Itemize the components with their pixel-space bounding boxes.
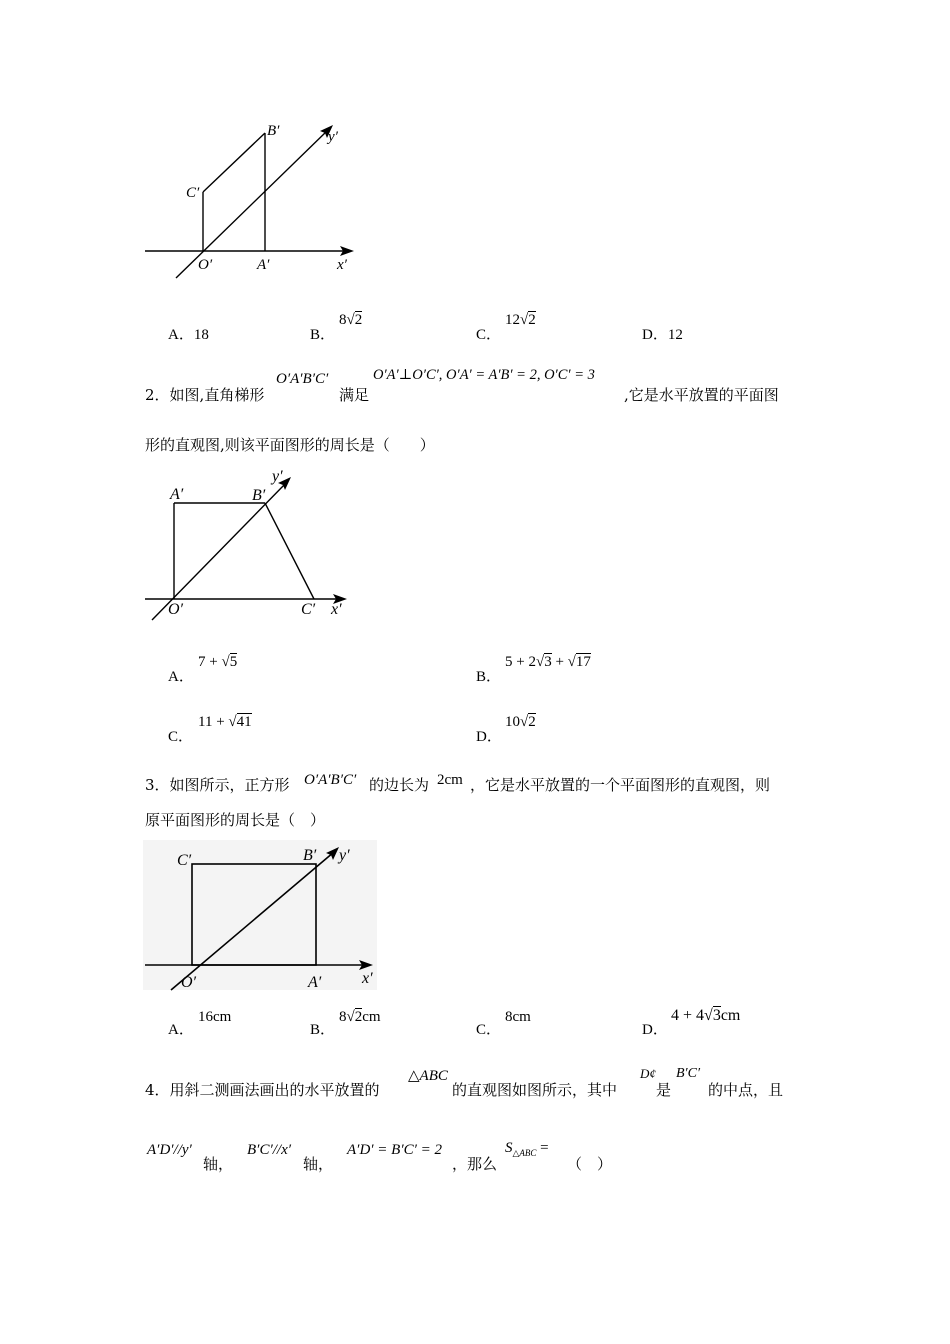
q3-label-x: x′ bbox=[362, 970, 373, 987]
sqrt-icon: √ bbox=[567, 654, 576, 670]
q2-option-b[interactable]: B． bbox=[476, 669, 502, 685]
q3-option-b[interactable]: B． bbox=[310, 1022, 336, 1038]
q1-option-b[interactable]: B． bbox=[310, 327, 336, 343]
q3-text-horizontal: ，它是水平放置的一个平面图形的直观图，则 bbox=[470, 776, 771, 794]
q2-option-b-value: 5 + 2√3 + √17 bbox=[505, 654, 591, 670]
q1-label-x: x′ bbox=[337, 257, 347, 273]
q1-label-y: y′ bbox=[328, 129, 338, 145]
q4-text-then: ，那么 bbox=[452, 1155, 498, 1173]
q2-option-c[interactable]: C． bbox=[168, 729, 194, 745]
q3-number-and-intro: 3．如图所示，正方形 bbox=[145, 776, 290, 794]
sqrt-icon: √ bbox=[520, 312, 529, 328]
sqrt-icon: √ bbox=[221, 654, 230, 670]
q4-segment: B′C′ bbox=[676, 1066, 701, 1081]
q4-cond1: A′D′//y′ bbox=[147, 1142, 192, 1158]
q1-option-d[interactable]: D．12 bbox=[642, 327, 683, 343]
q2-option-a[interactable]: A． bbox=[168, 669, 194, 685]
sqrt-icon: √ bbox=[346, 312, 355, 328]
q3-label-c: C′ bbox=[177, 852, 192, 869]
q3-option-d[interactable]: D． bbox=[642, 1022, 668, 1038]
q4-text-intuitive: 的直观图如图所示，其中 bbox=[452, 1081, 618, 1099]
q4-triangle: △ABC bbox=[408, 1068, 448, 1084]
q2-option-d-value: 10√2 bbox=[505, 714, 536, 730]
q3-option-b-value: 8√2cm bbox=[339, 1009, 381, 1025]
q3-option-c-value: 8cm bbox=[505, 1009, 531, 1025]
sqrt-icon: √ bbox=[535, 654, 545, 670]
q3-option-a-value: 16cm bbox=[198, 1009, 232, 1025]
sqrt-icon: √ bbox=[520, 714, 529, 730]
q4-cond3: A′D′ = B′C′ = 2 bbox=[347, 1142, 443, 1158]
q3-label-a: A′ bbox=[308, 974, 322, 991]
q4-text-is: 是 bbox=[656, 1081, 672, 1099]
q3-option-c[interactable]: C． bbox=[476, 1022, 502, 1038]
q2-label-o: O′ bbox=[168, 601, 184, 618]
q2-label-x: x′ bbox=[331, 601, 342, 618]
q2-option-c-value: 11 + √41 bbox=[198, 714, 252, 730]
q2-condition: O′A′⊥O′C′, O′A′ = A′B′ = 2, O′C′ = 3 bbox=[373, 367, 595, 383]
sqrt-icon: √ bbox=[704, 1007, 713, 1024]
q2-label-c: C′ bbox=[301, 601, 316, 618]
q3-label-b: B′ bbox=[303, 847, 317, 864]
q3-text-side: 的边长为 bbox=[369, 776, 430, 794]
q3-option-a[interactable]: A． bbox=[168, 1022, 194, 1038]
q4-cond2: B′C′//x′ bbox=[247, 1142, 292, 1158]
q4-text-midpoint: 的中点，且 bbox=[708, 1081, 784, 1099]
q3-length: 2cm bbox=[437, 772, 463, 788]
q1-option-b-value: 8√2 bbox=[339, 312, 363, 328]
q2-option-a-value: 7 + √5 bbox=[198, 654, 238, 670]
q1-label-b: B′ bbox=[267, 123, 280, 139]
q3-label-y: y′ bbox=[339, 847, 350, 864]
q1-option-c[interactable]: C． bbox=[476, 327, 502, 343]
q4-axis2: 轴， bbox=[303, 1155, 334, 1173]
q4-answer-paren: （ ） bbox=[567, 1155, 613, 1173]
q2-text-satisfy: 满足 bbox=[339, 386, 370, 404]
q2-label-a: A′ bbox=[170, 486, 184, 503]
q2-figure bbox=[140, 462, 370, 632]
q4-point-d: D¢ bbox=[640, 1066, 656, 1081]
q2-label-y: y′ bbox=[272, 468, 283, 485]
q2-edge-bc bbox=[265, 503, 314, 599]
q1-label-a: A′ bbox=[257, 257, 270, 273]
q2-text-perimeter: 形的直观图,则该平面图形的周长是（ ） bbox=[145, 436, 435, 454]
q1-option-c-value: 12√2 bbox=[505, 312, 536, 328]
q4-number-and-intro: 4．用斜二测画法画出的水平放置的 bbox=[145, 1081, 380, 1099]
q1-figure bbox=[140, 115, 370, 285]
q4-area: $S_{\triangle ABC}$ = bbox=[505, 1140, 549, 1158]
q1-label-o: O′ bbox=[198, 257, 213, 273]
q2-text-horizontal: ,它是水平放置的平面图 bbox=[624, 386, 779, 404]
q1-edge-cb bbox=[203, 133, 265, 192]
sqrt-icon: √ bbox=[346, 1009, 355, 1025]
q3-label-o: O′ bbox=[181, 974, 197, 991]
q3-text-perimeter: 原平面图形的周长是（ ） bbox=[145, 811, 326, 829]
q3-option-d-value: 4 + 4√3cm bbox=[671, 1007, 741, 1024]
q3-figure bbox=[143, 840, 383, 995]
sqrt-icon: √ bbox=[228, 714, 237, 730]
q2-label-b: B′ bbox=[252, 487, 266, 504]
q2-number-and-intro: 2．如图,直角梯形 bbox=[145, 386, 265, 404]
q2-option-d[interactable]: D． bbox=[476, 729, 502, 745]
q1-label-c: C′ bbox=[186, 185, 200, 201]
q1-option-a[interactable]: A．18 bbox=[168, 327, 209, 343]
q3-shape: O′A′B′C′ bbox=[304, 772, 357, 788]
q2-shape: O′A′B′C′ bbox=[276, 371, 329, 387]
q1-y-axis bbox=[176, 130, 328, 278]
q4-axis1: 轴， bbox=[203, 1155, 234, 1173]
